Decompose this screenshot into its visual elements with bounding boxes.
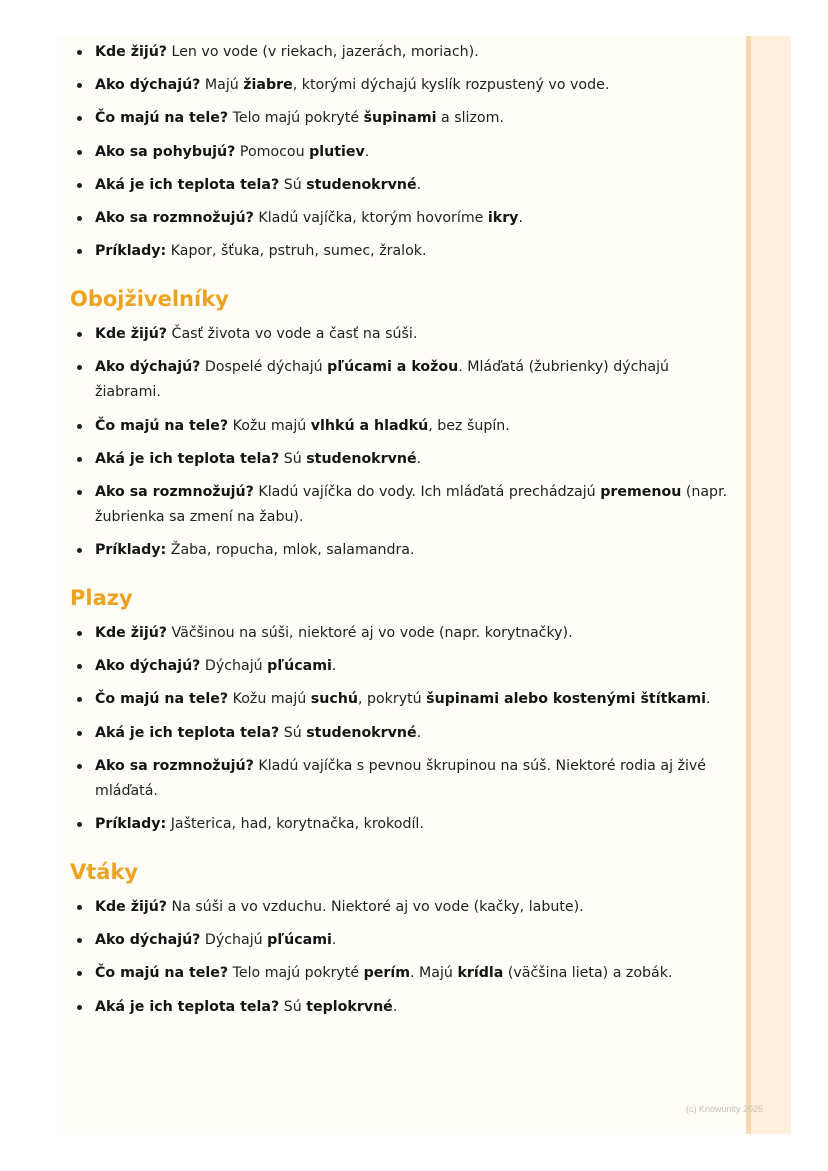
item-emphasis: teplokrvné xyxy=(306,998,393,1015)
item-question: Ako sa rozmnožujú? xyxy=(95,757,254,774)
item-text: Časť života vo vode a časť na súši. xyxy=(167,326,418,343)
list-item xyxy=(70,447,730,472)
item-question: Aká je ich teplota tela? xyxy=(95,176,280,193)
item-text: . xyxy=(331,932,337,949)
item-question: Ako dýchajú? xyxy=(95,77,201,94)
item-text: a slizom. xyxy=(436,110,504,127)
item-question: Kde žijú? xyxy=(95,326,168,343)
list-item xyxy=(70,928,730,953)
item-text: Na súši a vo vzduchu. Niektoré aj vo vode (kačky, labute). xyxy=(167,899,584,915)
item-question: Kde žijú? xyxy=(95,44,168,60)
list-item xyxy=(70,621,730,646)
list-item xyxy=(70,414,730,439)
item-text: Sú xyxy=(279,450,307,467)
item-text: Sú xyxy=(279,998,307,1015)
item-text: Kladú vajíčka do vody. Ich mláďatá prechádzajú xyxy=(253,483,601,500)
list-item xyxy=(70,812,730,837)
item-text: . xyxy=(364,143,370,160)
list-item xyxy=(70,995,730,1020)
item-emphasis: studenokrvné xyxy=(306,724,417,741)
item-text: Majú xyxy=(200,77,244,94)
item-text: Pomocou xyxy=(235,143,310,160)
item-text: Kladú vajíčka, ktorým hovoríme xyxy=(253,209,488,226)
list-item xyxy=(70,961,730,986)
section-heading: Obojživelníky xyxy=(70,287,229,312)
item-text: Telo majú pokryté xyxy=(228,110,364,127)
item-emphasis: pľúcami a kožou xyxy=(327,359,459,376)
item-text: . xyxy=(392,998,398,1015)
item-text: . Majú xyxy=(410,965,458,982)
item-question: Kde žijú? xyxy=(95,625,168,642)
list-item xyxy=(70,140,730,165)
bullet-list xyxy=(70,40,730,264)
item-question: Čo majú na tele? xyxy=(95,417,229,434)
section-heading: Plazy xyxy=(70,586,133,611)
list-item xyxy=(70,73,730,98)
bullet-list xyxy=(70,322,730,563)
item-emphasis: studenokrvné xyxy=(306,450,417,467)
list-item xyxy=(70,355,730,405)
item-question: Príklady: xyxy=(95,816,167,832)
item-question: Kde žijú? xyxy=(95,899,168,915)
item-text: Dospelé dýchajú xyxy=(200,359,328,376)
list-item xyxy=(70,538,730,563)
list-item xyxy=(70,480,730,530)
section-3 xyxy=(70,857,730,1020)
item-question: Ako dýchajú? xyxy=(95,932,201,949)
item-emphasis: perím xyxy=(363,965,411,982)
item-text: Kožu majú xyxy=(228,417,311,434)
item-text: Kladú vajíčka s pevnou škrupinou na súš. Niektoré rodia aj živé mláďatá. xyxy=(95,757,707,799)
list-item xyxy=(70,754,730,804)
item-text: Dýchajú xyxy=(200,658,268,675)
list-item xyxy=(70,721,730,746)
item-question: Ako dýchajú? xyxy=(95,658,201,675)
item-question: Ako sa rozmnožujú? xyxy=(95,209,254,226)
item-question: Čo majú na tele? xyxy=(95,110,229,127)
item-text: , bez šupín. xyxy=(428,417,510,434)
section-2 xyxy=(70,583,730,837)
section-1 xyxy=(70,284,730,563)
item-text: Jašterica, had, korytnačka, krokodíl. xyxy=(166,816,424,832)
bullet-list xyxy=(70,895,730,1020)
list-item xyxy=(70,239,730,264)
page-side-margin xyxy=(747,36,791,1134)
item-text: , ktorými dýchajú kyslík rozpustený vo vode. xyxy=(292,77,610,94)
item-question: Ako sa rozmnožujú? xyxy=(95,483,254,500)
item-emphasis: šupinami alebo kostenými štítkami xyxy=(426,691,707,708)
item-text: . Mláďatá (žubrienky) dýchajú žiabrami. xyxy=(95,359,670,401)
section-0 xyxy=(70,40,730,264)
page-side-rule xyxy=(746,36,751,1134)
item-text: . xyxy=(518,209,523,226)
list-item xyxy=(70,654,730,679)
item-question: Čo majú na tele? xyxy=(95,965,229,982)
item-question: Aká je ich teplota tela? xyxy=(95,998,280,1015)
item-question: Čo majú na tele? xyxy=(95,691,229,708)
item-text: . xyxy=(706,691,711,708)
item-text: , pokrytú xyxy=(357,691,427,708)
item-emphasis: žiabre xyxy=(243,77,293,94)
item-text: (väčšina lieta) a zobák. xyxy=(503,965,673,982)
item-question: Príklady: xyxy=(95,542,167,559)
item-emphasis: suchú xyxy=(310,691,358,708)
item-emphasis: šupinami xyxy=(363,110,437,127)
item-emphasis: vlhkú a hladkú xyxy=(310,417,429,434)
item-text: Sú xyxy=(279,176,307,193)
item-emphasis: krídla xyxy=(457,965,504,982)
item-question: Aká je ich teplota tela? xyxy=(95,450,280,467)
copyright-notice: (c) Knowunity 2025 xyxy=(686,1104,764,1114)
item-text: . xyxy=(416,176,422,193)
item-text: Väčšinou na súši, niektoré aj vo vode (napr. korytnačky). xyxy=(167,625,573,642)
document-content xyxy=(70,40,730,1028)
list-item xyxy=(70,687,730,712)
item-emphasis: pľúcami xyxy=(267,932,332,949)
list-item xyxy=(70,206,730,231)
list-item xyxy=(70,106,730,131)
item-question: Ako sa pohybujú? xyxy=(95,143,236,160)
item-emphasis: studenokrvné xyxy=(306,176,417,193)
list-item xyxy=(70,173,730,198)
item-emphasis: pľúcami xyxy=(267,658,332,675)
bullet-list xyxy=(70,621,730,837)
item-emphasis: premenou xyxy=(600,483,682,500)
item-text: Len vo vode (v riekach, jazerách, moriach). xyxy=(167,44,479,60)
list-item xyxy=(70,322,730,347)
item-question: Príklady: xyxy=(95,243,167,260)
item-emphasis: plutiev xyxy=(309,143,365,160)
list-item xyxy=(70,40,730,65)
list-item xyxy=(70,895,730,920)
item-text: Kapor, šťuka, pstruh, sumec, žralok. xyxy=(166,243,427,260)
item-text: . xyxy=(416,450,422,467)
section-heading: Vtáky xyxy=(70,860,139,884)
item-question: Aká je ich teplota tela? xyxy=(95,724,280,741)
item-text: (napr. žubrienka sa zmení na žabu). xyxy=(95,483,728,525)
item-text: Telo majú pokryté xyxy=(228,965,364,982)
item-text: . xyxy=(331,658,337,675)
item-emphasis: ikry xyxy=(487,209,519,226)
item-question: Ako dýchajú? xyxy=(95,359,201,376)
item-text: Žaba, ropucha, mlok, salamandra. xyxy=(166,542,415,559)
item-text: Kožu majú xyxy=(228,691,311,708)
item-text: . xyxy=(416,724,422,741)
item-text: Sú xyxy=(279,724,307,741)
item-text: Dýchajú xyxy=(200,932,268,949)
